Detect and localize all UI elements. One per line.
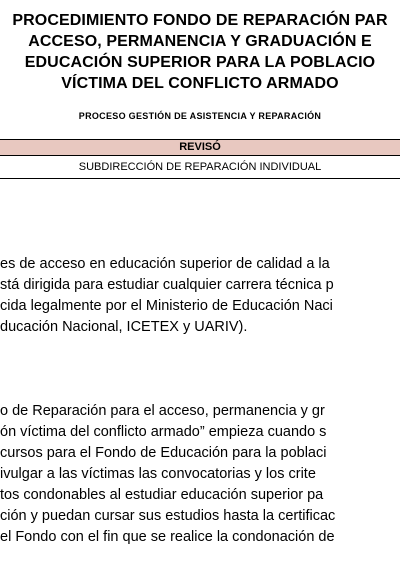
paragraph-2-line-4: ivulgar a las víctimas las convocatorias y los crite xyxy=(0,466,316,482)
paragraph-2-line-2: ón víctima del conflicto armado” empieza cuando s xyxy=(0,424,327,440)
paragraph-2-line-7: el Fondo con el fin que se realice la condonación de xyxy=(0,529,335,545)
reviso-header: REVISÓ xyxy=(0,140,400,156)
title-line-4: VÍCTIMA DEL CONFLICTO ARMADO xyxy=(61,75,339,92)
paragraph-1-line-3: cida legalmente por el Ministerio de Educación Naci xyxy=(0,298,333,314)
reviso-table xyxy=(0,139,400,179)
paragraph-1-line-1: es de acceso en educación superior de calidad a la xyxy=(0,256,330,272)
paragraph-2-line-6: ción y puedan cursar sus estudios hasta la certificac xyxy=(0,508,336,524)
paragraph-2-line-5: tos condonables al estudiar educación superior pa xyxy=(0,487,324,503)
paragraph-1 xyxy=(0,254,400,338)
process-name: PROCESO GESTIÓN DE ASISTENCIA Y REPARACIÓN xyxy=(78,111,322,121)
reviso-value: SUBDIRECCIÓN DE REPARACIÓN INDIVIDUAL xyxy=(78,161,322,173)
paragraph-2-line-1: o de Reparación para el acceso, permanencia y gr xyxy=(0,403,325,419)
paragraph-1-line-4: ducación Nacional, ICETEX y UARIV). xyxy=(0,319,248,335)
paragraph-1-line-2: stá dirigida para estudiar cualquier carrera técnica p xyxy=(0,277,334,293)
paragraph-2 xyxy=(0,401,400,548)
document-title xyxy=(0,10,400,94)
paragraph-2-line-3: cursos para el Fondo de Educación para la poblaci xyxy=(0,445,327,461)
title-line-2: ACCESO, PERMANENCIA Y GRADUACIÓN E xyxy=(28,33,372,50)
title-line-1: PROCEDIMIENTO FONDO DE REPARACIÓN PAR xyxy=(12,12,388,29)
title-line-3: EDUCACIÓN SUPERIOR PARA LA POBLACIO xyxy=(24,54,376,71)
